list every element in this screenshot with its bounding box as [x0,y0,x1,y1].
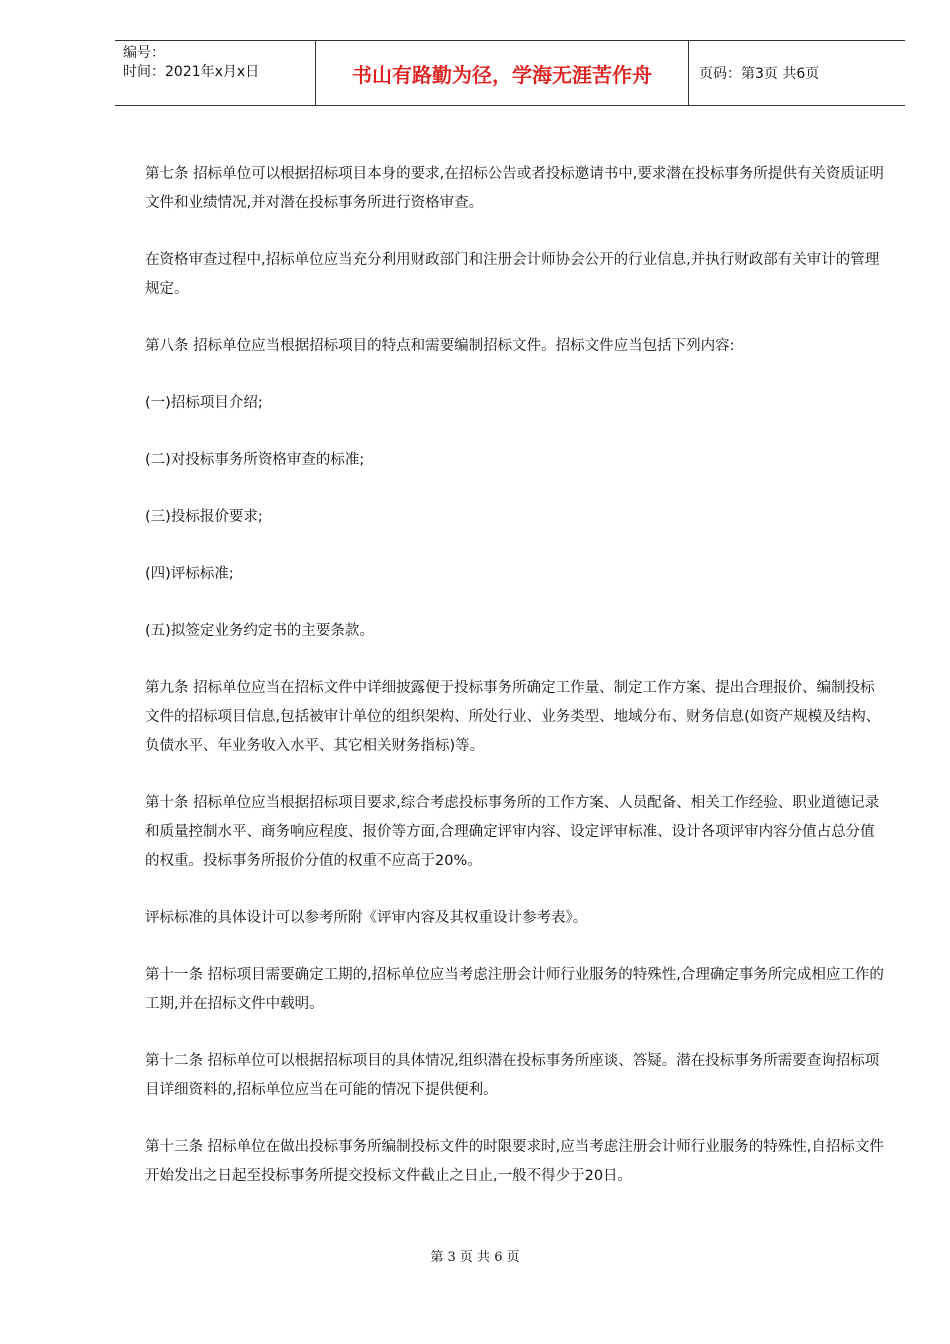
document-body [145,160,885,1219]
paragraph-article-9: 第九条 招标单位应当在招标文件中详细披露便于投标事务所确定工作量、制定工作方案、提出合理报价、编制投标文件的招标项目信息,包括被审计单位的组织架构、所处行业、业务类型、地域分布、财务信息(如资产规模及结构、负债水平、年业务收入水平、其它相关财务指标)等。 [145,680,881,754]
paragraph-article-10: 第十条 招标单位应当根据招标项目要求,综合考虑投标事务所的工作方案、人员配备、相关工作经验、职业道德记录和质量控制水平、商务响应程度、报价等方面,合理确定评审内容、设定评审标准、设计各项评审内容分值占总分值的权重。投标事务所报价分值的权重不应高于20%。 [145,795,880,869]
document-number-label: 编号： [123,45,165,61]
header-meta [115,41,315,105]
paragraph-evaluation-reference: 评标标准的具体设计可以参考所附《评审内容及其权重设计参考表》。 [145,910,588,926]
page-footer: 第 3 页 共 6 页 [430,1250,520,1265]
list-item-3: (三)投标报价要求; [145,509,263,525]
list-item-5: (五)拟签定业务约定书的主要条款。 [145,623,374,639]
paragraph-article-8: 第八条 招标单位应当根据招标项目的特点和需要编制招标文件。招标文件应当包括下列内容: [145,338,735,354]
list-item-4: (四)评标标准; [145,566,234,582]
header-motto: 书山有路勤为径，学海无涯苦作舟 [315,41,689,105]
document-time-label: 时间：2021年x月x日 [123,64,260,80]
paragraph-qualification-review: 在资格审查过程中,招标单位应当充分利用财政部门和注册会计师协会公开的行业信息,并执行财政部有关审计的管理规定。 [145,252,880,297]
paragraph-article-12: 第十二条 招标单位可以根据招标项目的具体情况,组织潜在投标事务所座谈、答疑。潜在投标事务所需要查询招标项目详细资料的,招标单位应当在可能的情况下提供便利。 [145,1053,880,1098]
paragraph-article-13: 第十三条 招标单位在做出投标事务所编制投标文件的时限要求时,应当考虑注册会计师行业服务的特殊性,自招标文件开始发出之日起至投标事务所提交投标文件截止之日止,一般不得少于20日。 [145,1139,884,1184]
paragraph-article-11: 第十一条 招标项目需要确定工期的,招标单位应当考虑注册会计师行业服务的特殊性,合理确定事务所完成相应工作的工期,并在招标文件中载明。 [145,967,884,1012]
header-page-info: 页码：第3页 共6页 [699,66,820,82]
paragraph-article-7: 第七条 招标单位可以根据招标项目本身的要求,在招标公告或者投标邀请书中,要求潜在投标事务所提供有关资质证明文件和业绩情况,并对潜在投标事务所进行资格审查。 [145,166,884,211]
list-item-2: (二)对投标事务所资格审查的标准; [145,452,365,468]
list-item-1: (一)招标项目介绍; [145,395,263,411]
page-header [115,40,905,106]
